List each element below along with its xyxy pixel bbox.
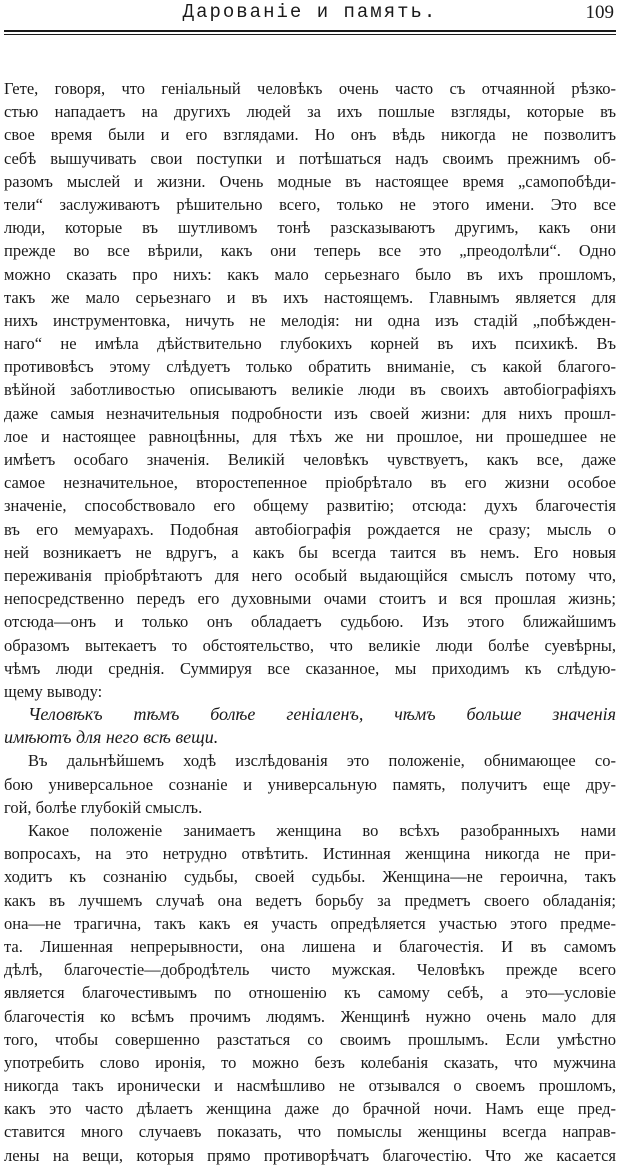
text-line: ставится много случаевъ показать, что помыслы женщины всегда направ- xyxy=(4,1122,616,1142)
header-rule xyxy=(4,30,616,32)
text-line: никогда такъ иронически и насмѣшливо не отзывался о своемъ прошломъ, xyxy=(4,1076,616,1096)
text-line: тели“ заслуживаютъ рѣшительно всего, только не этого имени. Это все xyxy=(4,194,616,214)
text-line: ней возникаетъ не вдругъ, а какъ бы всегда таится въ немъ. Его новыя xyxy=(4,542,616,562)
text-line: переживанія пріобрѣтаютъ для него особый выдающійся смыслъ потому что, xyxy=(4,565,616,585)
running-title: Дарованіе и память. xyxy=(182,1,438,23)
text-line: имѣютъ для него всѣ вещи. xyxy=(4,727,219,748)
text-line: образомъ вытекаетъ то обстоятельство, что великіе люди болѣе суевѣрны, xyxy=(4,635,616,655)
text-line: нихъ инструментовка, ничуть не мелодія: ни одна изъ стадій „побѣжден- xyxy=(4,310,616,330)
text-line: Въ дальнѣйшемъ ходѣ изслѣдованія это положеніе, обнимающее со- xyxy=(28,751,616,771)
text-line: дѣлѣ, благочестіе—добродѣтель чисто мужская. Человѣкъ прежде всего xyxy=(4,960,616,980)
text-line: вопросахъ, на это нетрудно отвѣтить. Истинная женщина никогда не при- xyxy=(4,844,616,864)
text-line: бою универсальное сознаніе и универсальную память, получитъ еще дру- xyxy=(4,774,616,794)
text-line: того, чтобы совершенно разстаться со своимъ прошлымъ. Если умѣстно xyxy=(4,1029,616,1049)
text-line: такъ же мало серьезнаго и въ ихъ настоящемъ. Главнымъ является для xyxy=(4,287,616,307)
text-line: является благочестивымъ по отношенію къ самому себѣ, а это—условіе xyxy=(4,983,616,1003)
text-line: та. Лишенная непрерывности, она лишена и благочестія. И въ самомъ xyxy=(4,936,616,956)
text-line: употребить слово иронія, то можно безъ колебанія сказать, что мужчина xyxy=(4,1052,616,1072)
text-line: лены на вещи, которыя прямо противорѣчатъ благочестію. Что же касается xyxy=(4,1145,616,1165)
header-rule-thin xyxy=(4,34,616,35)
text-line: свое время были и его взглядами. Но онъ вѣдь никогда не позволитъ xyxy=(4,125,616,145)
text-line: наго“ не имѣла дѣйствительно глубокихъ корней въ ихъ психикѣ. Въ xyxy=(4,334,616,354)
text-line: стью нападаетъ на другихъ людей за ихъ пошлые взгляды, которые въ xyxy=(4,102,616,122)
text-line: Гете, говоря, что геніальный человѣкъ очень часто съ отчаянной рѣзко- xyxy=(4,79,616,98)
text-line: щему выводу: xyxy=(4,681,103,701)
text-line: какъ это часто дѣлаетъ женщина даже до брачной ночи. Намъ еще пред- xyxy=(4,1099,616,1119)
text-line: отсюда—онъ и только онъ обладаетъ судьбою. Изъ этого ближайшимъ xyxy=(4,612,616,632)
text-line: какъ въ лучшемъ случаѣ она ведетъ борьбу за предметъ своего обладанія; xyxy=(4,890,616,910)
text-line: Какое положеніе занимаетъ женщина во всѣхъ разобранныхъ нами xyxy=(28,821,616,840)
text-line: даже самыя незначительныя подробности изъ своей жизни: для нихъ прошл- xyxy=(4,403,616,423)
text-line: противовѣсъ этому слѣдуетъ только обратить вниманіе, съ какой благого- xyxy=(4,357,616,377)
text-line: самое незначительное, второстепенное пріобрѣтало въ его жизни особое xyxy=(4,473,616,493)
book-page xyxy=(4,0,616,1165)
text-line: благочестія ко всѣмъ прочимъ людямъ. Женщинѣ нужно очень мало для xyxy=(4,1006,616,1026)
text-line: ходитъ къ сознанію судьбы, своей судьбы. Женщина—не героична, такъ xyxy=(4,867,616,887)
text-line: разомъ мыслей и жизни. Очень модные въ настоящее время „самопобѣди- xyxy=(4,171,616,191)
text-line: себѣ вышучивать свои поступки и потѣшаться надъ своимъ прежнимъ об- xyxy=(4,148,616,168)
text-line: она—не трагична, такъ какъ ея участь опредѣляется участью этого предме- xyxy=(4,913,616,933)
text-line: чѣмъ люди среднія. Суммируя все сказанное, мы приходимъ къ слѣдую- xyxy=(4,658,616,678)
body-text xyxy=(4,77,616,1167)
text-line: въ его мемуарахъ. Подобная автобіографія рождается не сразу; мысль о xyxy=(4,519,616,539)
text-line: имѣетъ особаго значенія. Великій человѣкъ чувствуетъ, какъ все, даже xyxy=(4,450,616,469)
text-line: люди, которые въ шутливомъ тонѣ разсказываютъ другимъ, какъ они xyxy=(4,218,616,238)
page-number: 109 xyxy=(585,2,614,23)
text-line: можно сказать про нихъ: какъ мало серьезнаго было въ ихъ прошломъ, xyxy=(4,264,616,284)
page-header xyxy=(4,0,616,26)
text-line: прежде во все вѣрили, какъ они теперь все это „преодолѣли“. Одно xyxy=(4,241,616,261)
text-line: лое и настоящее равноцѣнны, для тѣхъ же ни прошлое, ни прошедшее не xyxy=(4,426,616,446)
text-line: вѣйной заботливостью описываютъ великіе люди въ своихъ автобіографіяхъ xyxy=(4,380,616,400)
text-line: непосредственно передъ его духовными очами стоитъ и вся прошлая жизнь; xyxy=(4,589,616,609)
text-line: гой, болѣе глубокій смыслъ. xyxy=(4,797,203,817)
text-line: Человѣкъ тѣмъ болѣе геніаленъ, чѣмъ больше значенія xyxy=(28,704,616,725)
text-line: значеніе, способствовало его общему развитію; отсюда: духъ благочестія xyxy=(4,496,616,516)
